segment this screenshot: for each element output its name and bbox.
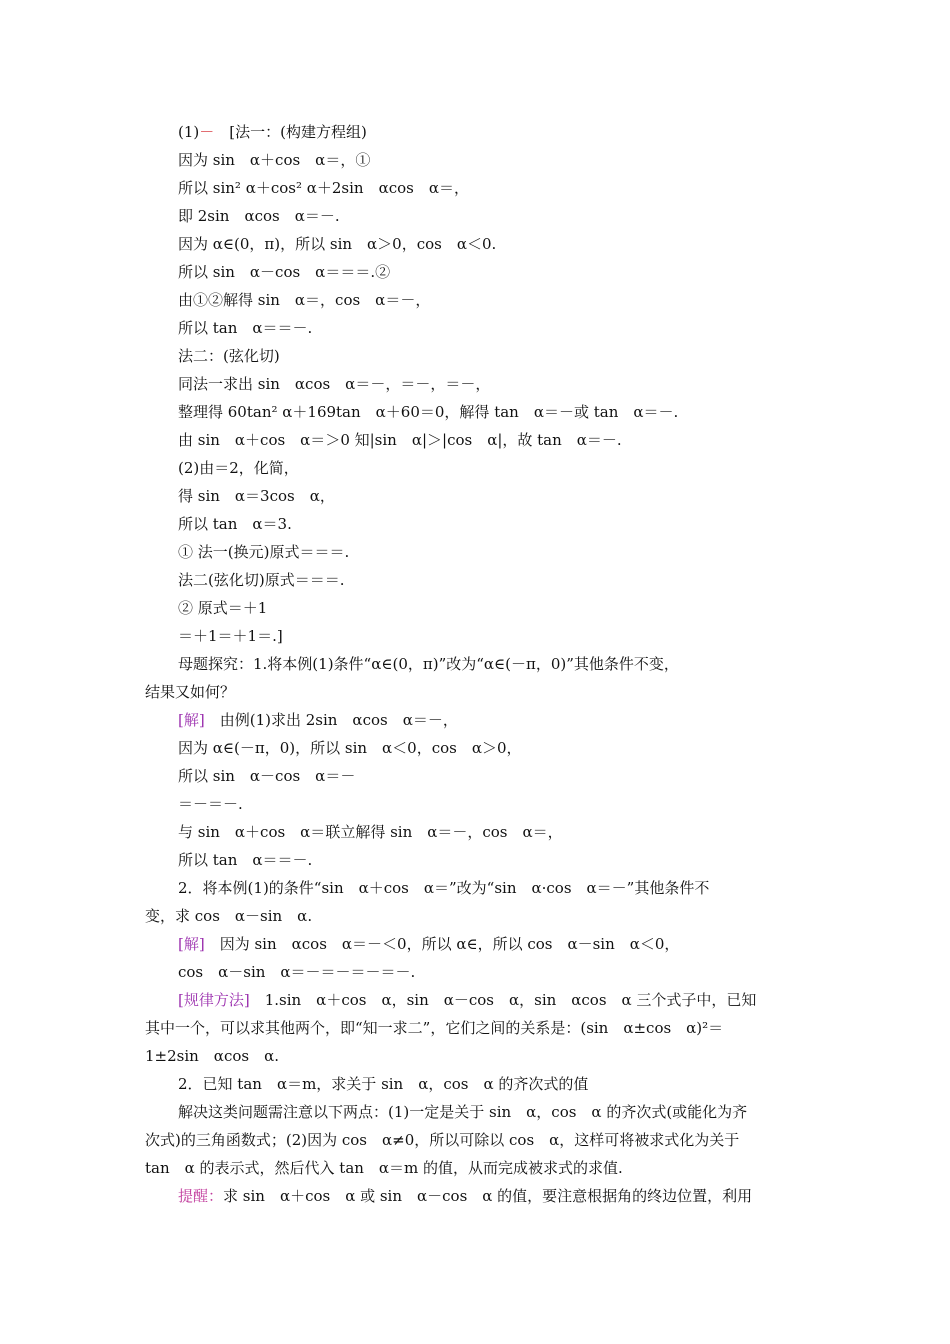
line-text: 因为 sin αcos α＝－＜0，所以 α∈，所以 cos α－sin α＜0，	[204, 935, 680, 953]
line-text: 1.sin α＋cos α，sin α－cos α，sin αcos α 三个式子中，已知	[249, 991, 757, 1009]
method-line: 其中一个，可以求其他两个，即“知一求二”，它们之间的关系是：(sin α±cos α)²＝	[145, 1019, 724, 1037]
solution-line: cos α－sin α＝－＝－＝－＝－.	[178, 963, 416, 981]
solution-line: (2)由＝2，化简，	[178, 459, 299, 477]
tip-line	[178, 1186, 752, 1206]
solution-line: 所以 sin α－cos α＝＝＝.②	[178, 263, 391, 281]
solution-line: ＝＋1＝＋1＝.]	[178, 627, 283, 645]
solution-line: ① 法一(换元)原式＝＝＝.	[178, 543, 350, 561]
method-line: 次式)的三角函数式；(2)因为 cos α≠0，所以可除以 cos α，这样可将被求式化为关于	[145, 1131, 740, 1149]
solution-line: ＝－＝－.	[178, 795, 243, 813]
solution-line: 法二(弦化切)原式＝＝＝.	[178, 571, 345, 589]
answer-mark: －	[199, 123, 215, 141]
solution-line: 因为 sin α＋cos α＝，①	[178, 151, 371, 169]
exploration-line: 变，求 cos α－sin α.	[145, 907, 313, 925]
solution-line	[178, 710, 458, 730]
solution-line: 同法一求出 sin αcos α＝－，＝－，＝－，	[178, 375, 491, 393]
solution-line: 由①②解得 sin α＝，cos α＝－，	[178, 291, 431, 309]
solution-line: ② 原式＝＋1	[178, 599, 268, 617]
exploration-line: 结果又如何？	[145, 683, 236, 701]
solution-line: 所以 tan α＝＝－.	[178, 319, 313, 337]
solution-line: 即 2sin αcos α＝－.	[178, 207, 340, 225]
solution-line: 所以 sin α－cos α＝－	[178, 767, 356, 785]
method-label: [规律方法]	[178, 991, 250, 1009]
method-line: 2．已知 tan α＝m，求关于 sin α，cos α 的齐次式的值	[178, 1075, 589, 1093]
method-line: 1±2sin αcos α.	[145, 1047, 279, 1065]
solution-line: 所以 tan α＝3.	[178, 515, 292, 533]
exploration-line: 母题探究：1.将本例(1)条件“α∈(0，π)”改为“α∈(－π，0)”其他条件不变，	[178, 655, 679, 673]
line-text: 求 sin α＋cos α 或 sin α－cos α 的值，要注意根据角的终边位置，利用	[223, 1187, 753, 1205]
solution-line: 所以 tan α＝＝－.	[178, 851, 313, 869]
solution-line: 因为 α∈(0，π)，所以 sin α＞0，cos α＜0.	[178, 235, 497, 253]
solution-line: 整理得 60tan² α＋169tan α＋60＝0，解得 tan α＝－或 tan α＝－.	[178, 403, 679, 421]
solution-line: 因为 α∈(－π，0)，所以 sin α＜0，cos α＞0，	[178, 739, 522, 757]
method-line	[178, 990, 756, 1010]
solution-line: 得 sin α＝3cos α，	[178, 487, 335, 505]
line-text: 由例(1)求出 2sin αcos α＝－，	[204, 711, 458, 729]
solution-line: 所以 sin² α＋cos² α＋2sin αcos α＝，	[178, 179, 469, 197]
method-line: 解决这类问题需注意以下两点：(1)一定是关于 sin α，cos α 的齐次式(或能化为齐	[178, 1103, 748, 1121]
part-label: (1)	[178, 123, 200, 141]
solution-label: [解]	[178, 711, 205, 729]
solution-line: 与 sin α＋cos α＝联立解得 sin α＝－，cos α＝，	[178, 823, 563, 841]
method-line: tan α 的表示式，然后代入 tan α＝m 的值，从而完成被求式的求值.	[145, 1159, 623, 1177]
line-text: [法一：(构建方程组)	[214, 123, 367, 141]
solution-line: 由 sin α＋cos α＝＞0 知|sin α|＞|cos α|，故 tan α＝－.	[178, 431, 622, 449]
solution-label: [解]	[178, 935, 205, 953]
exploration-line: 2．将本例(1)的条件“sin α＋cos α＝”改为“sin α·cos α＝－”其他条件不	[178, 879, 710, 897]
solution-line	[178, 934, 679, 954]
solution-line	[178, 122, 367, 142]
solution-line: 法二：(弦化切)	[178, 347, 280, 365]
tip-label: 提醒：	[178, 1187, 224, 1205]
